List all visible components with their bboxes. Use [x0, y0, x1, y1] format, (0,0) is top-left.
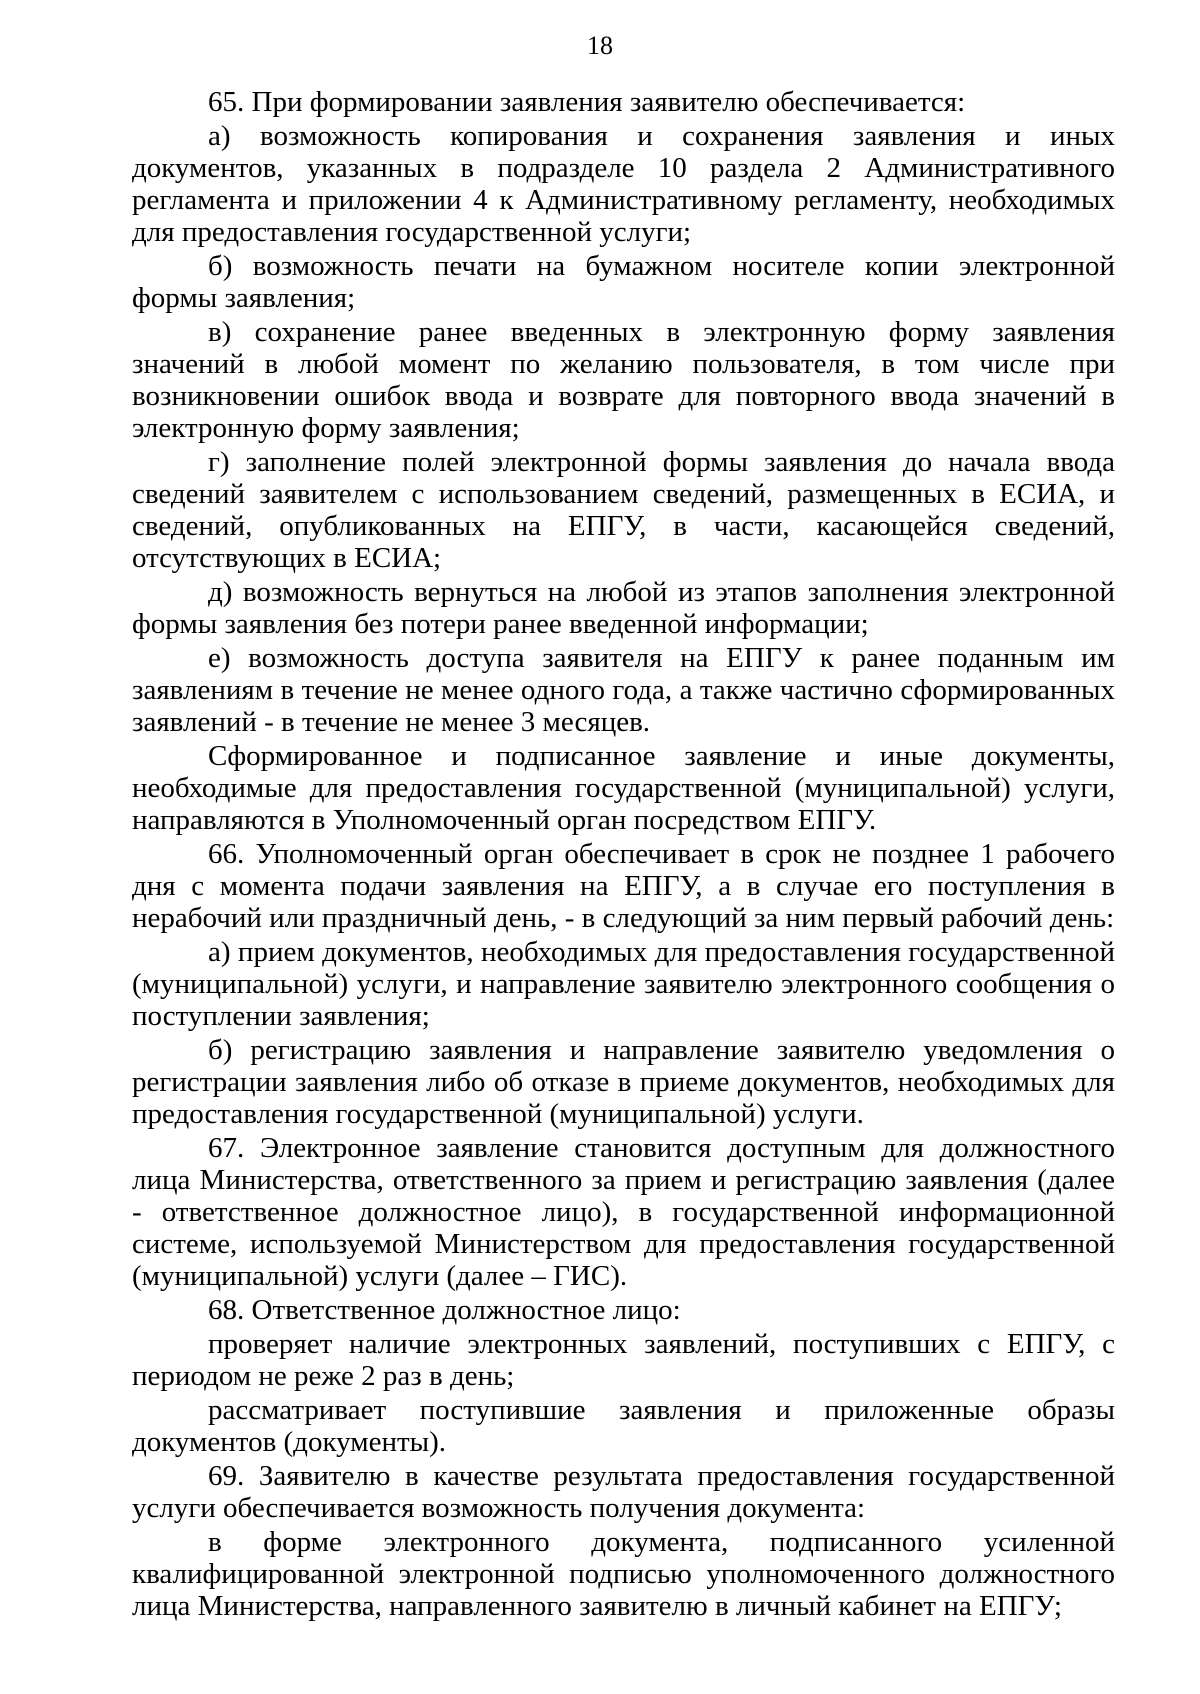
paragraph-68-reviews: рассматривает поступившие заявления и приложенные образы документов (документы). — [132, 1394, 1115, 1458]
paragraph-65-a: а) возможность копирования и сохранения заявления и иных документов, указанных в подразделе 10 раздела 2 Административного регламента и приложении 4 к Административному регламенту, необходимых для предоставления государственной услуги; — [132, 120, 1115, 248]
paragraph-69-electronic: в форме электронного документа, подписанного усиленной квалифицированной электронной подписью уполномоченного должностного лица Министерства, направленного заявителю в личный кабинет на ЕПГУ; — [132, 1526, 1115, 1622]
paragraph-66-intro: 66. Уполномоченный орган обеспечивает в срок не позднее 1 рабочего дня с момента подачи заявления на ЕПГУ, а в случае его поступления в нерабочий или праздничный день, - в следующий за ним первый рабочий день: — [132, 838, 1115, 934]
paragraph-66-b: б) регистрацию заявления и направление заявителю уведомления о регистрации заявления либо об отказе в приеме документов, необходимых для предоставления государственной (муниципальной) услуги. — [132, 1034, 1115, 1130]
paragraph-65-e: е) возможность доступа заявителя на ЕПГУ к ранее поданным им заявлениям в течение не менее одного года, а также частично сформированных заявлений - в течение не менее 3 месяцев. — [132, 642, 1115, 738]
paragraph-68-checks: проверяет наличие электронных заявлений, поступивших с ЕПГУ, с периодом не реже 2 раз в день; — [132, 1328, 1115, 1392]
paragraph-68-intro: 68. Ответственное должностное лицо: — [208, 1294, 681, 1326]
paragraph-66-a: а) прием документов, необходимых для предоставления государственной (муниципальной) услуги, и направление заявителю электронного сообщения о поступлении заявления; — [132, 936, 1115, 1032]
paragraph-65-d: д) возможность вернуться на любой из этапов заполнения электронной формы заявления без потери ранее введенной информации; — [132, 576, 1115, 640]
paragraph-69-intro: 69. Заявителю в качестве результата предоставления государственной услуги обеспечивается возможность получения документа: — [132, 1460, 1115, 1524]
page-number: 18 — [587, 31, 613, 60]
paragraph-67: 67. Электронное заявление становится доступным для должностного лица Министерства, ответственного за прием и регистрацию заявления (далее - ответственное должностное лицо), в государственной информационной системе, используемой Министерством для предоставления государственной (муниципальной) услуги (далее – ГИС). — [132, 1132, 1115, 1292]
paragraph-65-g: г) заполнение полей электронной формы заявления до начала ввода сведений заявителем с использованием сведений, размещенных в ЕСИА, и сведений, опубликованных на ЕПГУ, в части, касающейся сведений, отсутствующих в ЕСИА; — [132, 446, 1115, 574]
paragraph-65-intro: 65. При формировании заявления заявителю обеспечивается: — [208, 86, 966, 118]
paragraph-65-submission: Сформированное и подписанное заявление и иные документы, необходимые для предоставления государственной (муниципальной) услуги, направляются в Уполномоченный орган посредством ЕПГУ. — [132, 740, 1115, 836]
paragraph-65-v: в) сохранение ранее введенных в электронную форму заявления значений в любой момент по желанию пользователя, в том числе при возникновении ошибок ввода и возврате для повторного ввода значений в электронную форму заявления; — [132, 316, 1115, 444]
paragraph-65-b: б) возможность печати на бумажном носителе копии электронной формы заявления; — [132, 250, 1115, 314]
document-body — [132, 86, 1115, 1624]
